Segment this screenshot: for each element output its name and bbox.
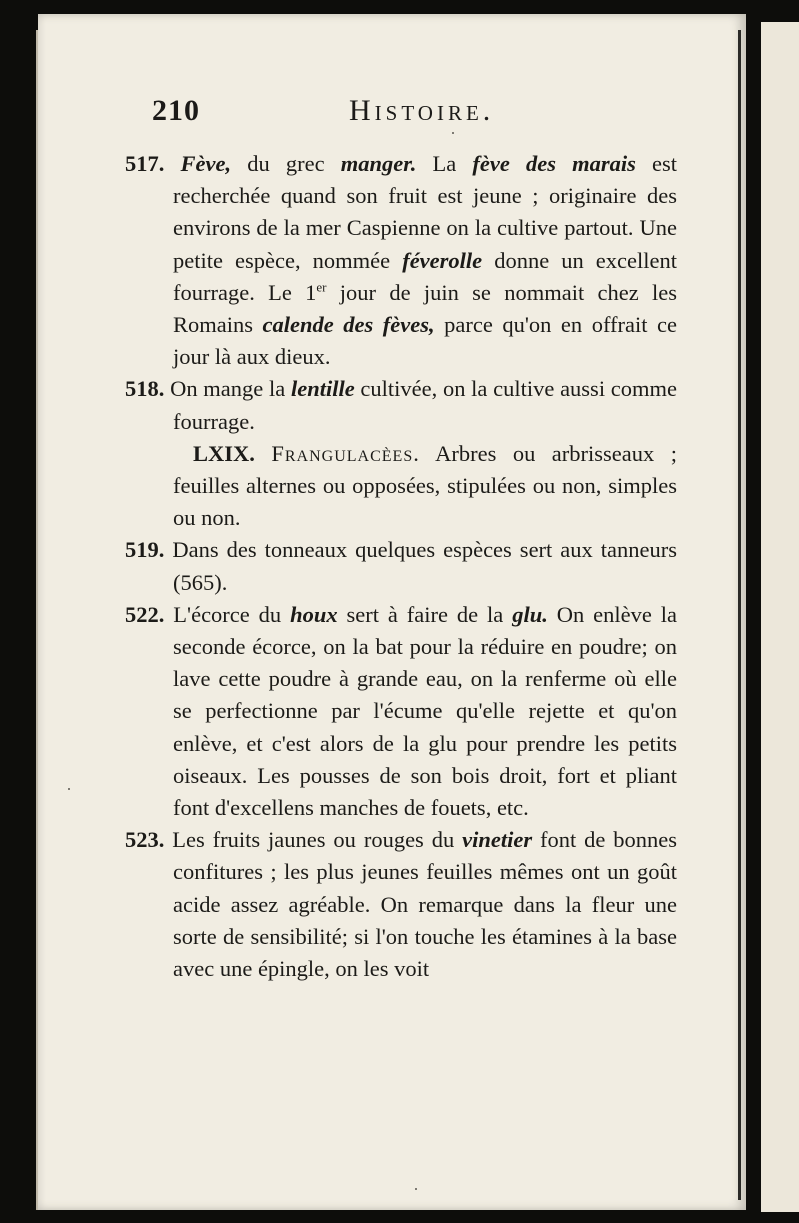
text-run: vinetier xyxy=(462,827,533,853)
text-run: La xyxy=(416,151,473,176)
text-run: On enlève la seconde écorce, on la bat pour la réduire en poudre; on lave cette poudre à grande eau, on la renferme où elle se perfectionne par l'écume qu'elle rejette et qu'on enlève, et c'est alors de la glu pour prendre les petits oiseaux. Les pousses de son bois droit, fort et pliant font d'excellens manches de fouets, etc. xyxy=(173,601,677,821)
binding-gutter xyxy=(738,30,741,1200)
running-head: Histoire. xyxy=(349,94,495,127)
print-speck xyxy=(452,132,454,134)
text-run: parce qu'on en offrait ce jour là aux dieux. xyxy=(173,312,677,370)
entry-number: LXIX. xyxy=(193,440,255,466)
entry-number: 522. xyxy=(125,601,165,627)
facing-page-edge xyxy=(761,22,799,1212)
text-run: er xyxy=(316,279,327,295)
text-run: donne un excellent fourrage. Le 1 xyxy=(173,247,678,305)
paragraph-entry xyxy=(125,534,677,598)
text-run: houx xyxy=(290,601,338,627)
text-run: Dans des tonneaux quelques espèces sert aux tanneurs (565). xyxy=(172,537,678,595)
text-run: jour de juin se nommait chez les Romains xyxy=(173,279,678,338)
text-run: Fève, xyxy=(180,151,232,176)
family-heading xyxy=(125,438,677,535)
text-run: féverolle xyxy=(402,247,483,273)
text-run: font de bonnes confitures ; les plus jeunes feuilles mêmes ont un goût acide assez agréable. On remarque dans la fleur une sorte de sensibilité; si l'on touche les étamines à la base avec une épingle, on les voit xyxy=(173,827,678,982)
text-run: lentille xyxy=(290,376,355,402)
text-run: fève des marais xyxy=(472,151,636,176)
paragraph-entry xyxy=(125,373,677,437)
text-run: est recherchée quand son fruit est jeune ; originaire des environs de la mer Caspienne on la cultive partout. Une petite espèce, nommée xyxy=(173,151,678,273)
text-run: du grec xyxy=(231,151,341,176)
entry-number: 518. xyxy=(125,376,165,402)
entry-number: 519. xyxy=(125,537,165,563)
page-body xyxy=(125,148,677,985)
entry-number: 517. xyxy=(125,151,165,176)
page-header xyxy=(152,94,672,134)
print-speck xyxy=(415,1188,417,1190)
text-run: cultivée, on la cultive aussi comme fourrage. xyxy=(173,376,678,434)
print-speck xyxy=(68,788,70,790)
text-run: manger. xyxy=(340,151,417,176)
paragraph-entry xyxy=(125,824,677,985)
page-number: 210 xyxy=(152,94,200,127)
text-run: Frangulacèes. xyxy=(271,440,420,466)
text-run: L'écorce du xyxy=(173,601,291,627)
text-run: calende des fèves, xyxy=(262,312,435,338)
paragraph-entry xyxy=(125,148,677,373)
text-run: glu. xyxy=(512,601,548,627)
text-run: Arbres ou arbrisseaux ; feuilles alternes ou opposées, stipulées ou non, simples ou non. xyxy=(173,440,677,531)
paragraph-entry xyxy=(125,599,677,824)
entry-number: 523. xyxy=(125,827,165,853)
text-run: Les fruits jaunes ou rouges du xyxy=(172,827,463,853)
text-run: On mange la xyxy=(170,376,291,402)
text-run: sert à faire de la xyxy=(337,601,513,627)
